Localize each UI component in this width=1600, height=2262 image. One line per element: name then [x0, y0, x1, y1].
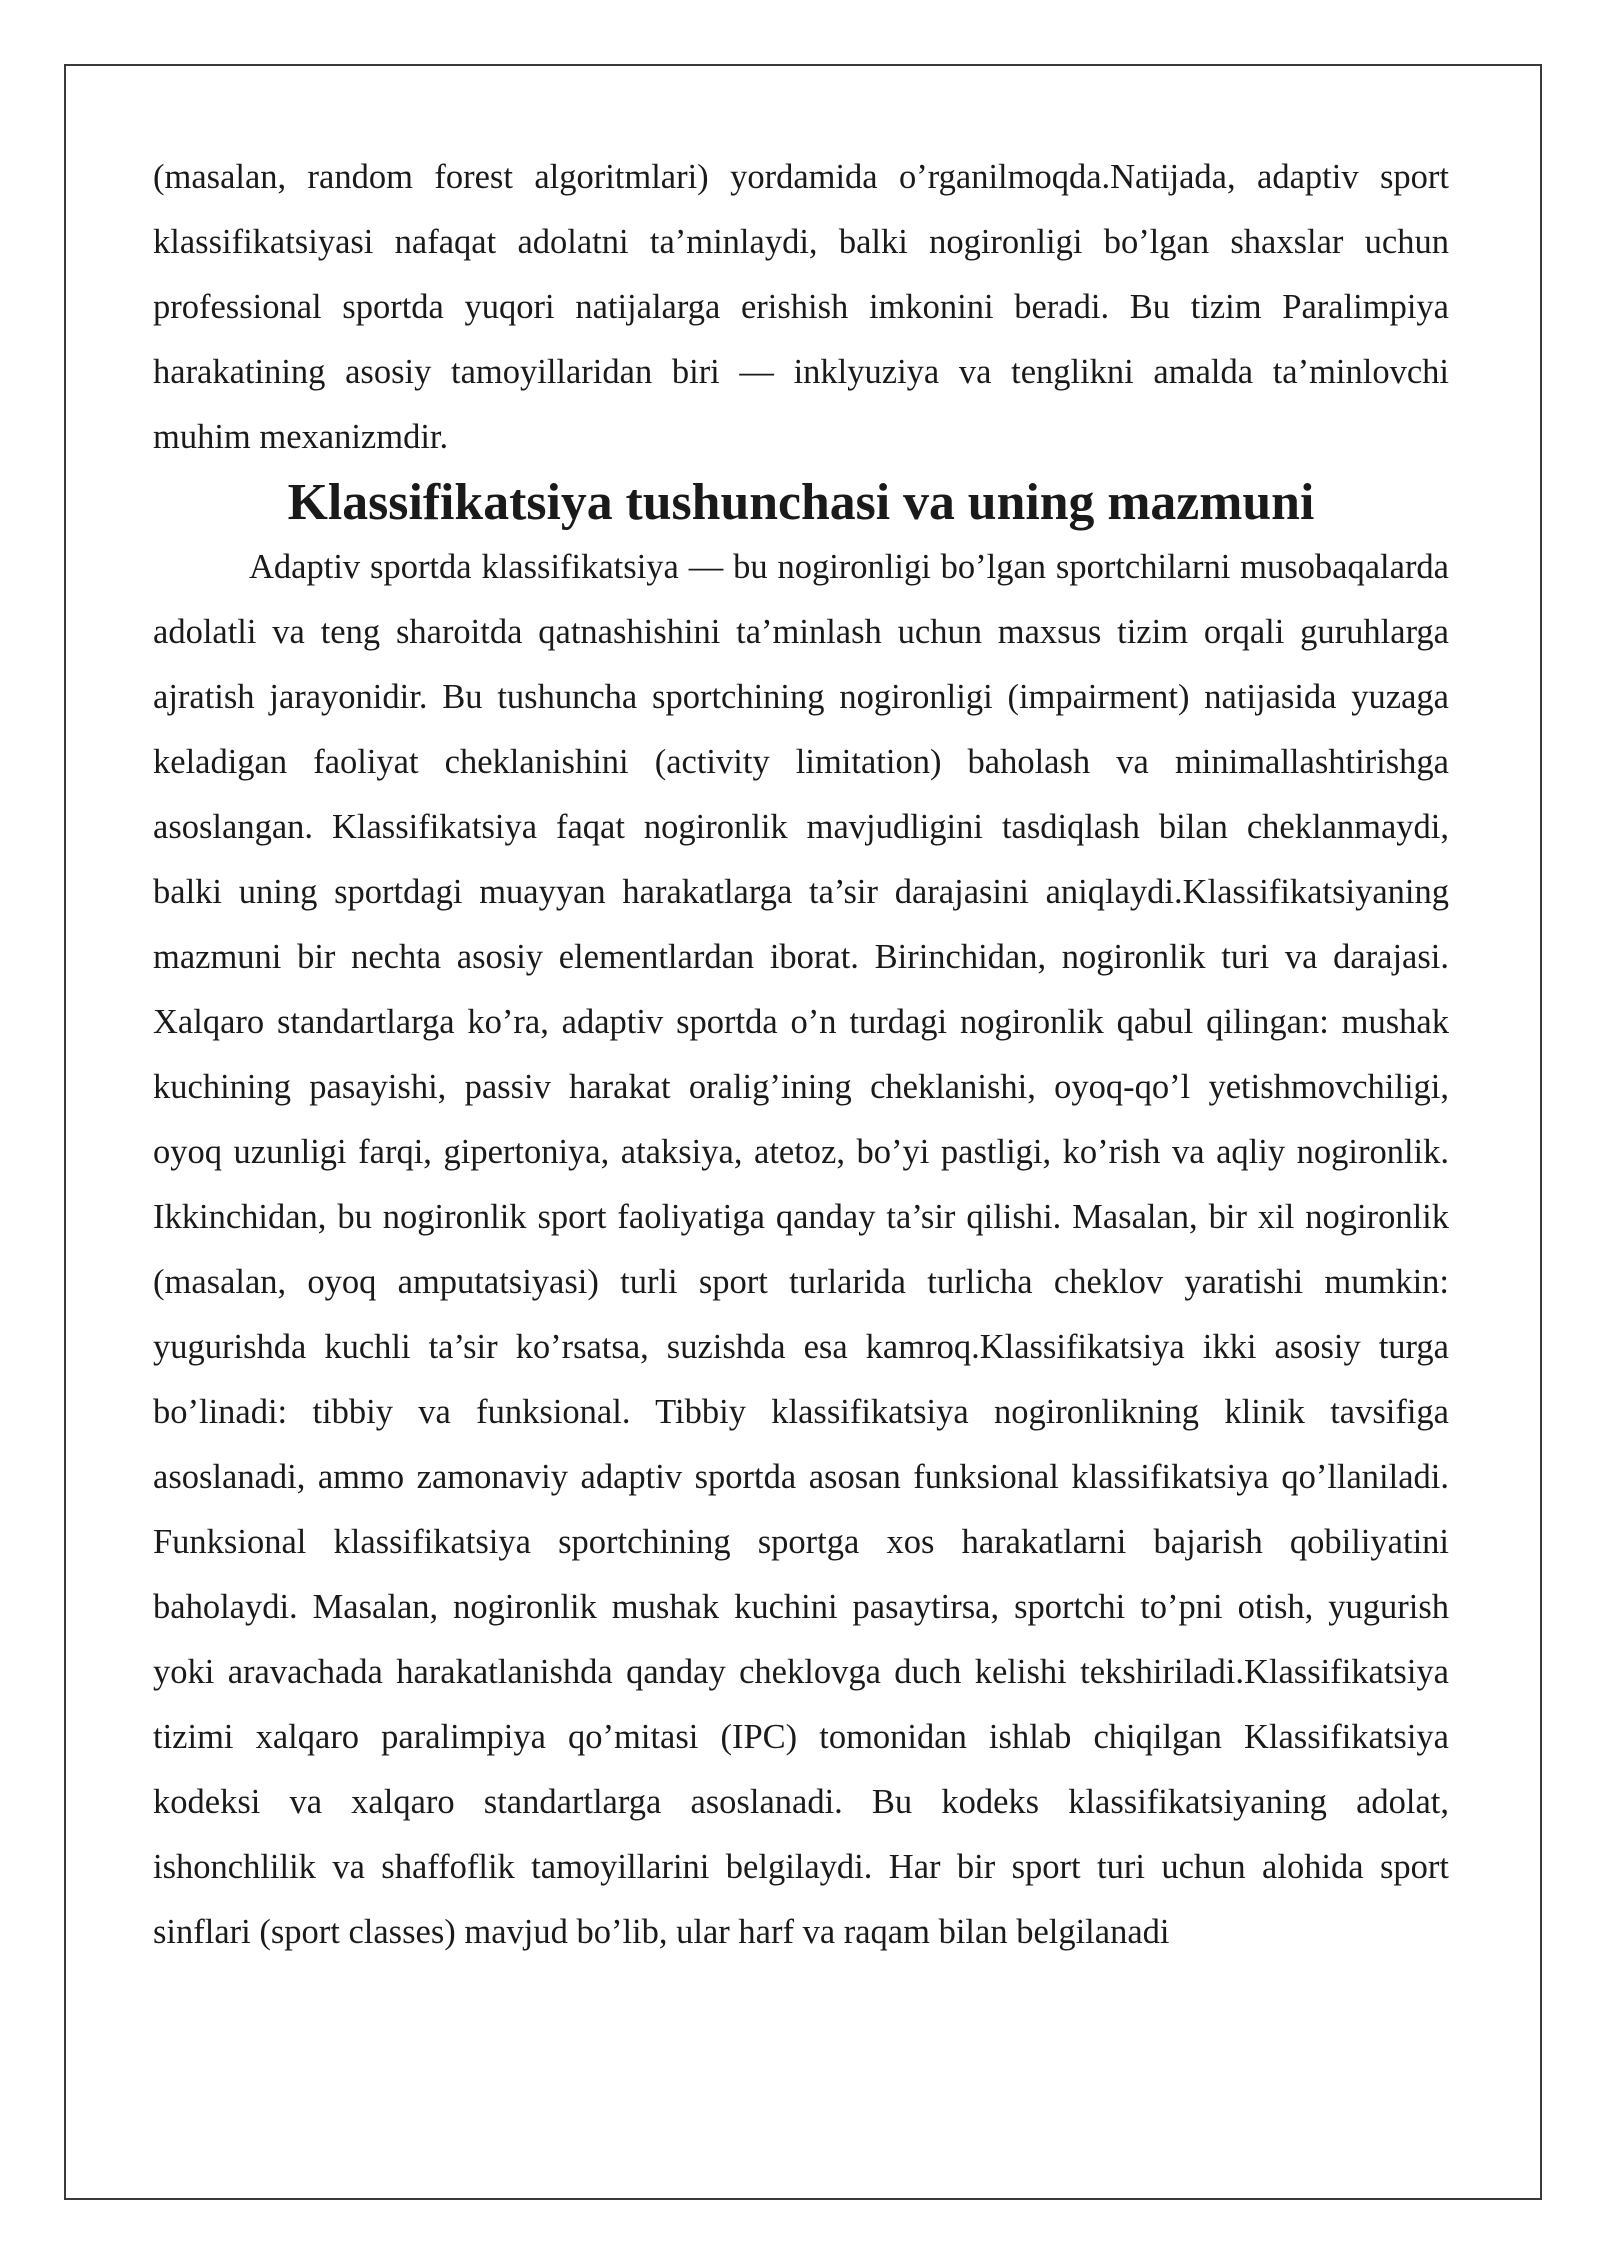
paragraph-intro-continuation: (masalan, random forest algoritmlari) yordamida o’rganilmoqda.Natijada, adaptiv sport klassifikatsiyasi nafaqat adolatni ta’minlaydi, balki nogironligi bo’lgan shaxslar uchun professional sportda yuqori natijalarga erishish imkonini beradi. Bu tizim Paralimpiya harakatining asosiy tamoyillaridan biri — inklyuziya va tenglikni amalda ta’minlovchi muhim mexanizmdir. [153, 158, 1449, 456]
section-heading: Klassifikatsiya tushunchasi va uning mazmuni [287, 474, 1315, 531]
paragraph-classification: Adaptiv sportda klassifikatsiya — bu nogironligi bo’lgan sportchilarni musobaqalarda adolatli va teng sharoitda qatnashishini ta’minlash uchun maxsus tizim orqali guruhlarga ajratish jarayonidir. Bu tushuncha sportchining nogironligi (impairment) natijasida yuzaga keladigan faoliyat cheklanishini (activity limitation) baholash va minimallashtirishga asoslangan. Klassifikatsiya faqat nogironlik mavjudligini tasdiqlash bilan cheklanmaydi, balki uning sportdagi muayyan harakatlarga ta’sir darajasini aniqlaydi.Klassifikatsiyaning mazmuni bir nechta asosiy elementlardan iborat. Birinchidan, nogironlik turi va darajasi. Xalqaro standartlarga ko’ra, adaptiv sportda o’n turdagi nogironlik qabul qilingan: mushak kuchining pasayishi, passiv harakat oralig’ining cheklanishi, oyoq-qo’l yetishmovchiligi, oyoq uzunligi farqi, gipertoniya, ataksiya, atetoz, bo’yi pastligi, ko’rish va aqliy nogironlik. Ikkinchidan, bu nogironlik sport faoliyatiga qanday ta’sir qilishi. Masalan, bir xil nogironlik (masalan, oyoq amputatsiyasi) turli sport turlarida turlicha cheklov yaratishi mumkin: yugurishda kuchli ta’sir ko’rsatsa, suzishda esa kamroq.Klassifikatsiya ikki asosiy turga bo’linadi: tibbiy va funksional. Tibbiy klassifikatsiya nogironlikning klinik tavsifiga asoslanadi, ammo zamonaviy adaptiv sportda asosan funksional klassifikatsiya qo’llaniladi. Funksional klassifikatsiya sportchining sportga xos harakatlarni bajarish qobiliyatini baholaydi. Masalan, nogironlik mushak kuchini pasaytirsa, sportchi to’pni otish, yugurish yoki aravachada harakatlanishda qanday cheklovga duch kelishi tekshiriladi.Klassifikatsiya tizimi xalqaro paralimpiya qo’mitasi (IPC) tomonidan ishlab chiqilgan Klassifikatsiya kodeksi va xalqaro standartlarga asoslanadi. Bu kodeks klassifikatsiyaning adolat, ishonchlilik va shaffoflik tamoyillarini belgilaydi. Har bir sport turi uchun alohida sport sinflari (sport classes) mavjud bo’lib, ular harf va raqam bilan belgilanadi [153, 548, 1449, 1951]
document-body [153, 145, 1449, 1965]
